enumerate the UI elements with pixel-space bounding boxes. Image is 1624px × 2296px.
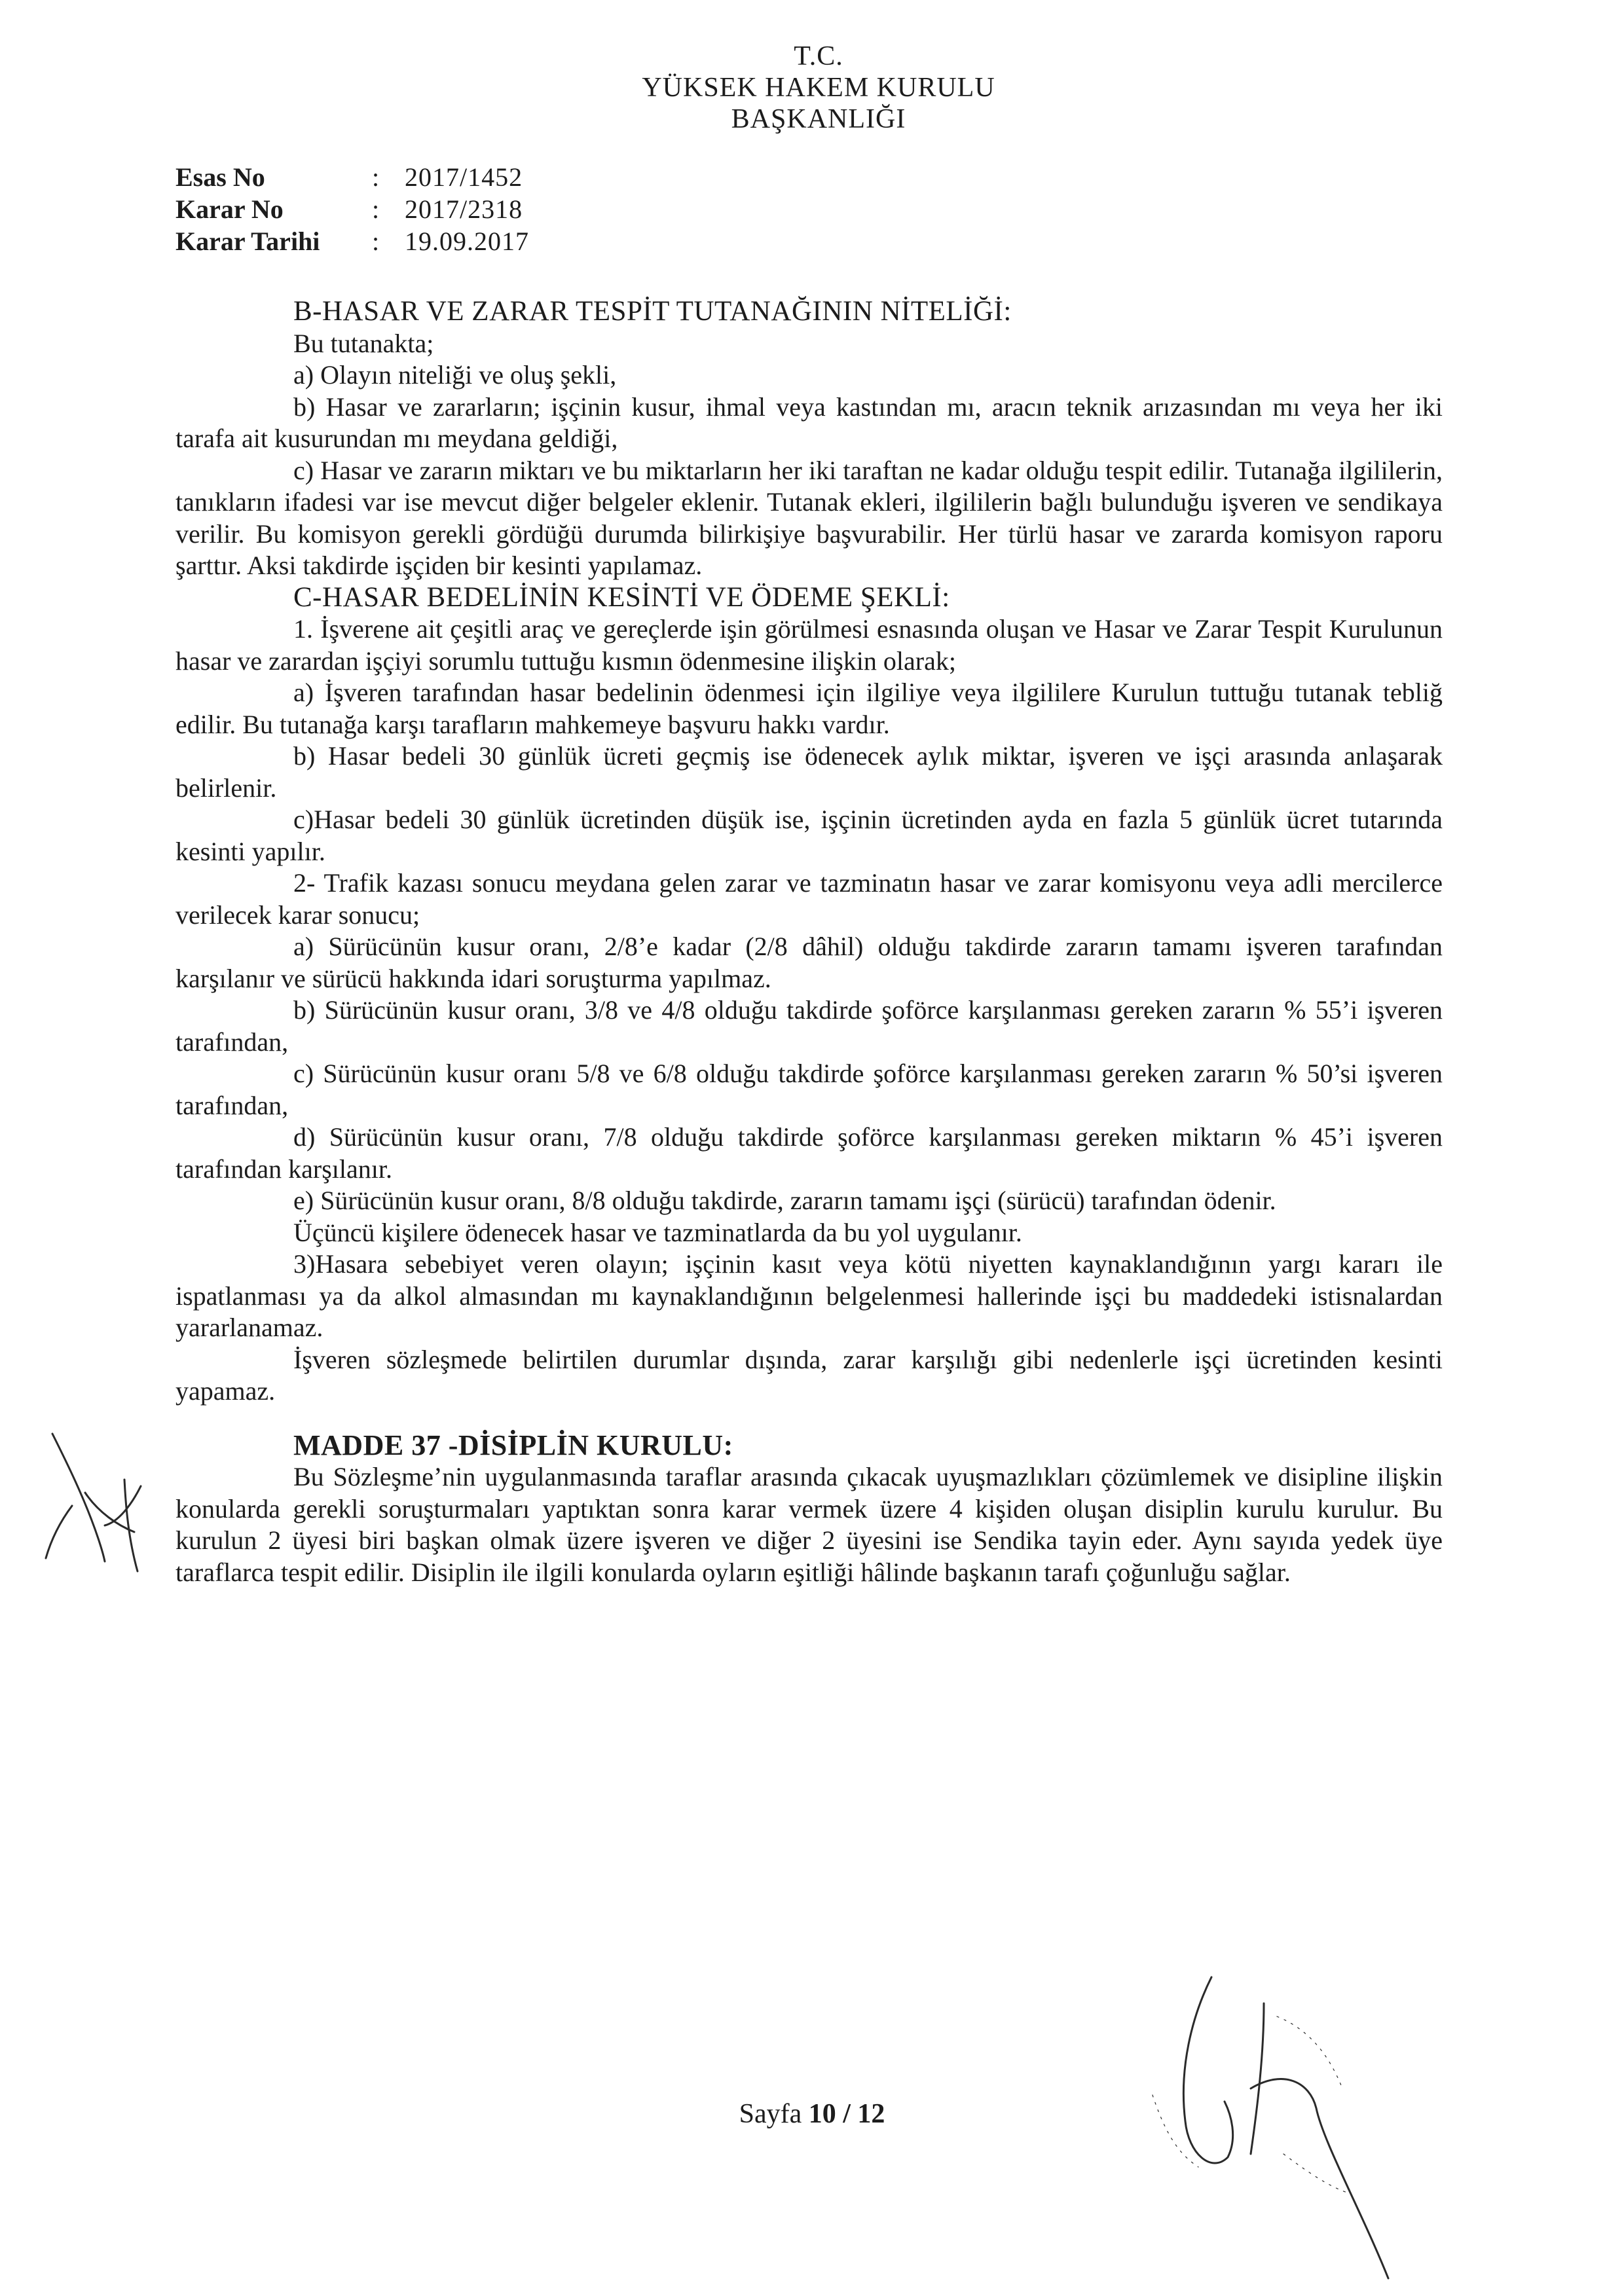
page-number: 10 / 12 <box>808 2099 885 2129</box>
meta-separator: : <box>372 194 380 224</box>
meta-value: 2017/2318 <box>405 194 523 224</box>
paragraph: 1. İşverene ait çeşitli araç ve gereçlerde işin görülmesi esnasında oluşan ve Hasar ve Zarar Tespit Kurulunun hasar ve zarardan işçiyi sorumlu tuttuğu kısmın ödenmesine ilişkin olarak; <box>175 614 1443 676</box>
section-c-title: C-HASAR BEDELİNİN KESİNTİ VE ÖDEME ŞEKLİ: <box>293 581 950 613</box>
paragraph: e) Sürücünün kusur oranı, 8/8 olduğu takdirde, zararın tamamı işçi (sürücü) tarafından ödenir. <box>293 1186 1276 1215</box>
meta-value: 19.09.2017 <box>405 227 529 256</box>
case-metadata <box>175 161 529 257</box>
paragraph: İşveren sözleşmede belirtilen durumlar dışında, zarar karşılığı gibi nedenlerle işçi ücretinden kesinti yapamaz. <box>175 1344 1443 1406</box>
header-line-institution: YÜKSEK HAKEM KURULU <box>642 73 995 103</box>
institution-header <box>458 41 1179 135</box>
paragraph: b) Sürücünün kusur oranı, 3/8 ve 4/8 olduğu takdirde şoförce karşılanması gereken zararın % 55’i işveren tarafından, <box>175 995 1443 1057</box>
meta-separator: : <box>372 227 380 256</box>
paragraph: d) Sürücünün kusur oranı, 7/8 olduğu takdirde şoförce karşılanması gereken miktarın % 45’i işveren tarafından karşılanır. <box>175 1122 1443 1184</box>
paragraph: Bu Sözleşme’nin uygulanmasında taraflar arasında çıkacak uyuşmazlıkları çözümlemek ve disipline ilişkin konularda gerekli soruşturmaları yaptıktan sonra karar vermek üzere 4 kişiden oluşan disiplin kurulu kurulur. Bu kurulun 2 üyesi biri başkan olmak üzere işveren ve diğer 2 üyesini ise Sendika tayin eder. Aynı sayıda yedek üye taraflarca tespit edilir. Disiplin ile ilgili konularda oyların eşitliği hâlinde başkanın tarafı çoğunluğu sağlar. <box>175 1462 1443 1587</box>
header-line-presidency: BAŞKANLIĞI <box>731 104 906 134</box>
paragraph: a) İşveren tarafından hasar bedelinin ödenmesi için ilgiliye veya ilgililere Kurulun tuttuğu tutanak tebliğ edilir. Bu tutanağa karşı tarafların mahkemeye başvuru hakkı vardır. <box>175 678 1443 739</box>
meta-row-esas <box>175 161 529 193</box>
paragraph: 2- Trafik kazası sonucu meydana gelen zarar ve tazminatın hasar ve zarar komisyonu veya adli mercilerce verilecek karar sonucu; <box>175 868 1443 930</box>
paragraph: Üçüncü kişilere ödenecek hasar ve tazminatlarda da bu yol uygulanır. <box>293 1217 1022 1247</box>
page-label: Sayfa <box>739 2099 802 2129</box>
paragraph: b) Hasar bedeli 30 günlük ücreti geçmiş ise ödenecek aylık miktar, işveren ve işçi arasında anlaşarak belirlenir. <box>175 741 1443 803</box>
meta-key: Karar Tarihi <box>175 227 320 256</box>
header-line-tc: T.C. <box>794 41 843 71</box>
paragraph: c) Sürücünün kusur oranı 5/8 ve 6/8 olduğu takdirde şoförce karşılanması gereken zararın % 50’si işveren tarafından, <box>175 1059 1443 1120</box>
paragraph: b) Hasar ve zararların; işçinin kusur, ihmal veya kastından mı, aracın teknik arızasından mı veya her iki tarafa ait kusurundan mı meydana geldiği, <box>175 392 1443 453</box>
section-b-title: B-HASAR VE ZARAR TESPİT TUTANAĞININ NİTELİĞİ: <box>293 296 1012 327</box>
article-37-title: MADDE 37 -DİSİPLİN KURULU: <box>293 1429 733 1461</box>
paragraph: Bu tutanakta; <box>293 328 434 358</box>
meta-separator: : <box>372 162 380 192</box>
paragraph: a) Olayın niteliği ve oluş şekli, <box>293 360 617 390</box>
meta-row-tarih <box>175 225 529 257</box>
paragraph: a) Sürücünün kusur oranı, 2/8’e kadar (2/8 dâhil) olduğu takdirde zararın tamamı işveren tarafından karşılanır ve sürücü hakkında idari soruşturma yapılmaz. <box>175 932 1443 993</box>
paragraph: 3)Hasara sebebiyet veren olayın; işçinin kasıt veya kötü niyetten kaynaklandığının yargı kararı ile ispatlanması ya da alkol almasından mı kaynaklandığının belgelenmesi hallerinde işçi bu maddedeki istisnalardan yararlanamaz. <box>175 1249 1443 1342</box>
left-margin-signature <box>26 1408 177 1578</box>
meta-row-karar <box>175 193 529 225</box>
document-body <box>175 296 1443 1588</box>
paragraph: c) Hasar ve zararın miktarı ve bu miktarların her iki taraftan ne kadar olduğu tespit edilir. Tutanağa ilgililerin, tanıkların ifadesi var ise mevcut diğer belgeler eklenir. Tutanak ekleri, ilgililerin bağlı bulunduğu işveren ve sendikaya verilir. Bu komisyon gerekli gördüğü durumda bilirkişiye başvurabilir. Her türlü hasar ve zararda komisyon raporu şarttır. Aksi takdirde işçiden bir kesinti yapılamaz. <box>175 455 1443 580</box>
paragraph: c)Hasar bedeli 30 günlük ücretinden düşük ise, işçinin ücretinden ayda en fazla 5 günlük ücret tutarında kesinti yapılır. <box>175 805 1443 866</box>
meta-key: Karar No <box>175 194 284 224</box>
meta-value: 2017/1452 <box>405 162 523 192</box>
meta-key: Esas No <box>175 162 265 192</box>
page-footer <box>0 2098 1624 2130</box>
